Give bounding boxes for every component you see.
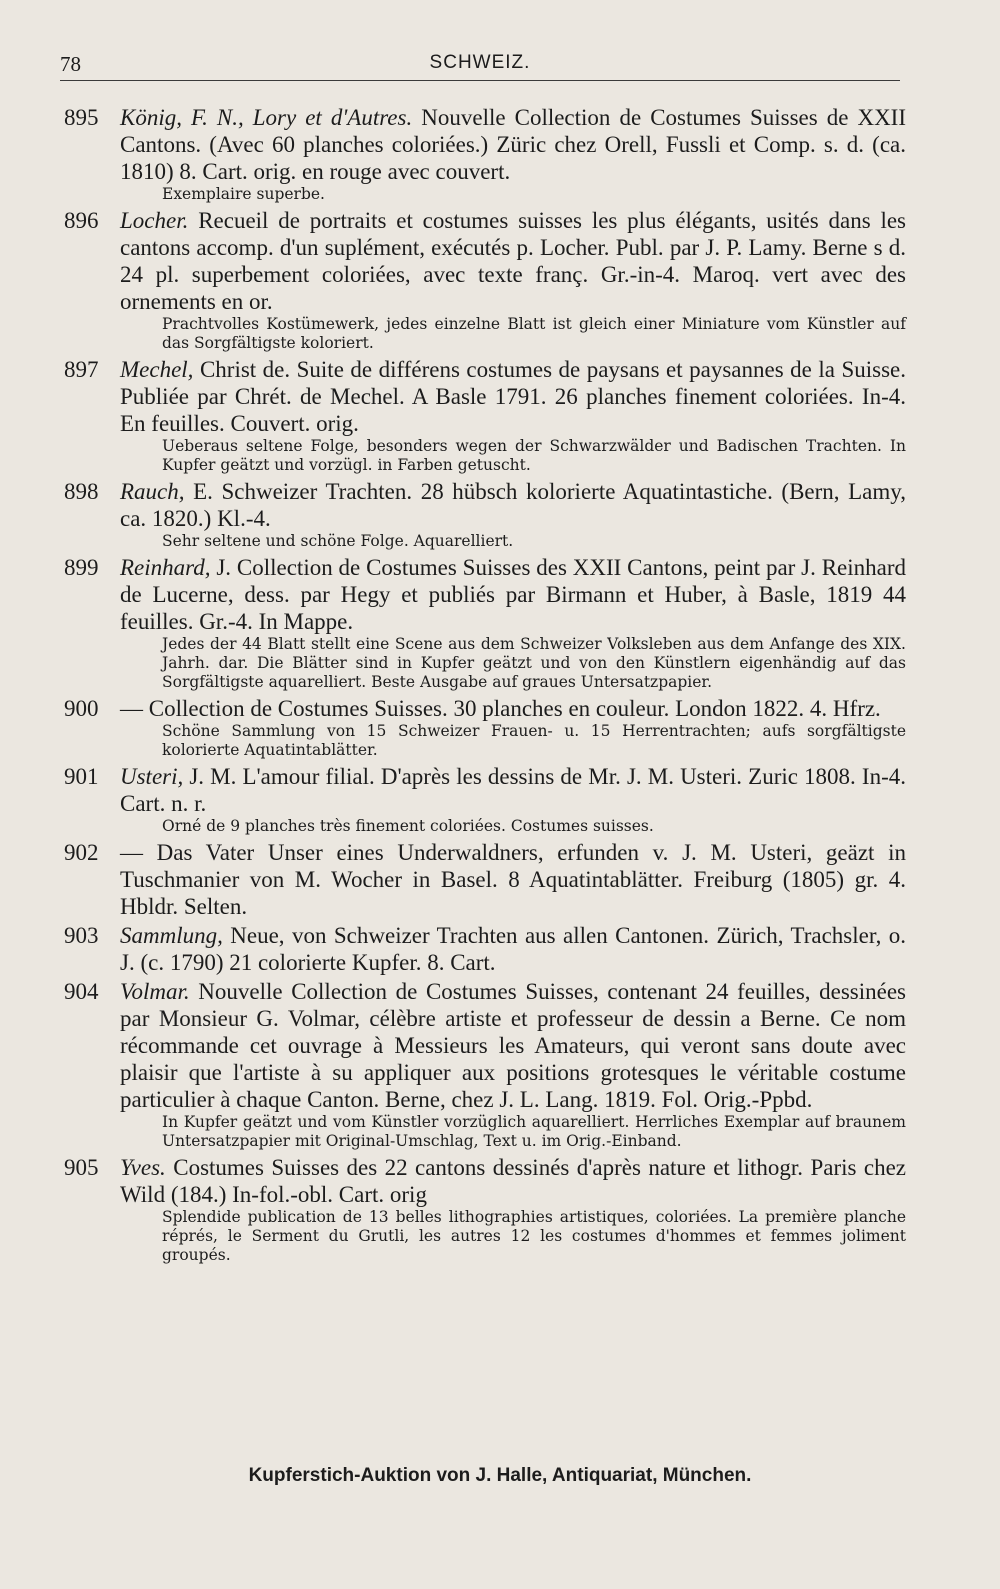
catalog-entry <box>64 207 906 353</box>
entry-text <box>120 922 906 976</box>
catalog-entry <box>64 839 906 920</box>
publisher-footer: Kupferstich-Auktion von J. Halle, Antiquariat, München. <box>248 1465 752 1486</box>
catalog-entry <box>64 356 906 475</box>
entry-description: E. Schweizer Trachten. 28 hübsch kolorierte Aquatintastiche. (Bern, Lamy, ca. 1820.) Kl.-4. <box>120 479 907 531</box>
entry-text <box>120 695 906 722</box>
entry-number: 897 <box>64 357 99 382</box>
catalog-entry <box>64 1154 906 1265</box>
entry-number: 903 <box>64 923 99 948</box>
entry-text <box>120 978 906 1113</box>
entry-text <box>120 554 906 635</box>
catalog-entry <box>64 978 906 1151</box>
entry-text <box>120 1154 906 1208</box>
entry-description: Neue, von Schweizer Trachten aus allen Cantonen. Zürich, Trachsler, o. J. (c. 1790) 21 colorierte Kupfer. 8. Cart. <box>120 923 906 975</box>
entry-description: Nouvelle Collection de Costumes Suisses de XXII Cantons. (Avec 60 planches coloriées.) Züric chez Orell, Fussli et Comp. s. d. (ca. 1810) 8. Cart. orig. en rouge avec couvert. <box>120 105 906 184</box>
entry-author: Reinhard, <box>120 555 211 580</box>
entry-description: — Collection de Costumes Suisses. 30 planches en couleur. London 1822. 4. Hfrz. <box>120 696 881 721</box>
entry-author: Mechel, <box>120 357 194 382</box>
entry-note: Sehr seltene und schöne Folge. Aquarelliert. <box>162 532 514 550</box>
entry-description: Nouvelle Collection de Costumes Suisses, contenant 24 feuilles, dessinées par Monsieur G. Volmar, célèbre artiste et professeur de dessin a Berne. Ce nom récommande cet ouvrage à Messieurs les Amateurs, qui veront sans doute avec plaisir que l'artiste à su appliquer aux positions grotesques le véritable costume particulier à chaque Canton. Berne, chez J. L. Lang. 1819. Fol. Orig.-Ppbd. <box>120 979 907 1112</box>
entry-note: Orné de 9 planches très finement coloriées. Costumes suisses. <box>162 817 654 835</box>
running-title: SCHWEIZ. <box>429 52 531 73</box>
entry-description: Recueil de portraits et costumes suisses les plus élégants, usités dans les cantons accomp. d'un suplément, exécutés p. Locher. Publ. par J. P. Lamy. Berne s d. 24 pl. superbement coloriées, avec texte franç. Gr.-in-4. Maroq. vert avec des ornements en or. <box>120 208 907 314</box>
entry-description: Christ de. Suite de différens costumes de paysans et paysannes de la Suisse. Publiée par Chrét. de Mechel. A Basle 1791. 26 planches finement coloriées. In-4. En feuilles. Couvert. orig. <box>120 357 906 436</box>
catalog-entries <box>64 104 906 1268</box>
entry-note: Splendide publication de 13 belles lithographies artistiques, coloriées. La première planche réprés, le Serment du Grutli, les autres 12 les costumes d'hommes et femmes joliment groupés. <box>162 1208 906 1264</box>
entry-author: Sammlung, <box>120 923 223 948</box>
entry-author: Usteri, <box>120 764 184 789</box>
entry-text <box>120 207 906 315</box>
entry-number: 905 <box>64 1155 99 1180</box>
catalog-entry <box>64 695 906 760</box>
entry-description: — Das Vater Unser eines Underwaldners, erfunden v. J. M. Usteri, geäzt in Tuschmanier von M. Wocher in Basel. 8 Aquatintablätter. Freiburg (1805) gr. 4. Hbldr. Selten. <box>120 840 906 919</box>
catalog-entry <box>64 554 906 692</box>
catalog-entry <box>64 104 906 204</box>
entry-text <box>120 356 906 437</box>
entry-author: Locher. <box>120 208 189 233</box>
entry-number: 904 <box>64 979 99 1004</box>
catalog-entry <box>64 478 906 551</box>
entry-note: In Kupfer geätzt und vom Künstler vorzüglich aquarelliert. Herrliches Exemplar auf braunem Untersatzpapier mit Original-Umschlag, Text u. im Orig.-Einband. <box>162 1113 906 1150</box>
catalog-entry <box>64 763 906 836</box>
page-number: 78 <box>60 52 81 76</box>
entry-number: 900 <box>64 696 99 721</box>
entry-text <box>120 478 906 532</box>
entry-author: König, F. N., Lory et d'Autres. <box>120 105 413 130</box>
entry-number: 899 <box>64 555 99 580</box>
entry-note: Jedes der 44 Blatt stellt eine Scene aus dem Schweizer Volksleben aus dem Anfange des XIX. Jahrh. dar. Die Blätter sind in Kupfer geätzt und von den Künstlern eigenhändig auf das Sorgfältigste aquarelliert. Beste Ausgabe auf graues Untersatzpapier. <box>162 635 906 691</box>
entry-description: Costumes Suisses des 22 cantons dessinés d'après nature et lithogr. Paris chez Wild (184.) In-fol.-obl. Cart. orig <box>120 1155 906 1207</box>
entry-author: Yves. <box>120 1155 166 1180</box>
entry-number: 896 <box>64 208 99 233</box>
entry-number: 902 <box>64 840 99 865</box>
entry-author: Volmar. <box>120 979 190 1004</box>
entry-number: 901 <box>64 764 99 789</box>
entry-note: Exemplaire superbe. <box>162 185 325 203</box>
entry-number: 895 <box>64 105 99 130</box>
entry-note: Ueberaus seltene Folge, besonders wegen der Schwarzwälder und Badischen Trachten. In Kupfer geätzt und vorzügl. in Farben getuscht. <box>162 437 906 474</box>
entry-note: Schöne Sammlung von 15 Schweizer Frauen- u. 15 Herrentrachten; aufs sorgfältigste kolorierte Aquatintablätter. <box>162 722 906 759</box>
entry-text <box>120 763 906 817</box>
entry-text <box>120 104 906 185</box>
entry-text <box>120 839 906 920</box>
entry-description: J. M. L'amour filial. D'après les dessins de Mr. J. M. Usteri. Zuric 1808. In-4. Cart. n. r. <box>120 764 906 816</box>
page-header <box>60 48 900 81</box>
catalog-entry <box>64 922 906 976</box>
entry-author: Rauch, <box>120 479 185 504</box>
entry-note: Prachtvolles Kostümewerk, jedes einzelne Blatt ist gleich einer Miniature vom Künstler auf das Sorgfältigste koloriert. <box>162 315 906 352</box>
entry-description: J. Collection de Costumes Suisses des XXII Cantons, peint par J. Reinhard de Lucerne, dess. par Hegy et publiés par Birmann et Huber, à Basle, 1819 44 feuilles. Gr.-4. In Mappe. <box>120 555 906 634</box>
entry-number: 898 <box>64 479 99 504</box>
